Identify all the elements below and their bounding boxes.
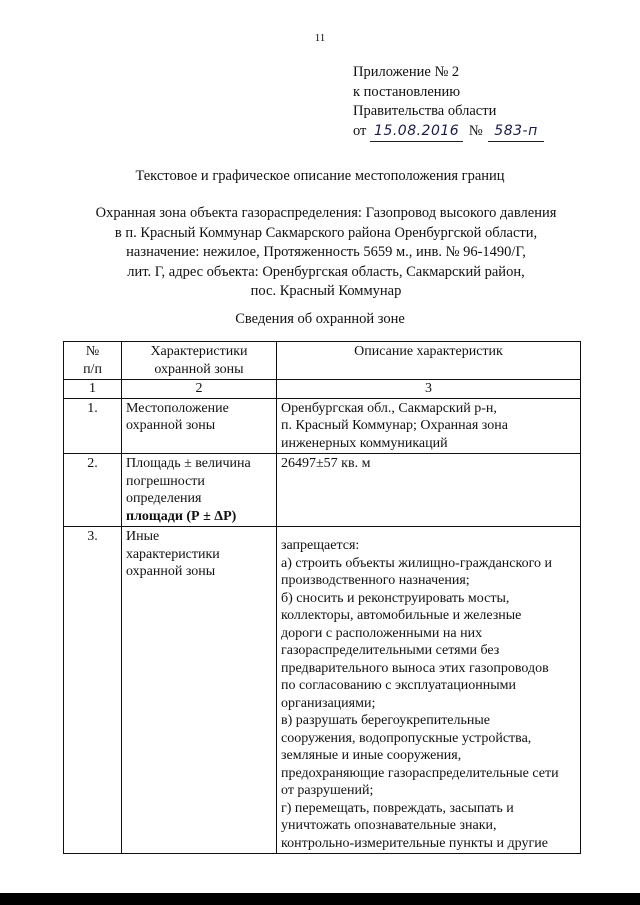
description-line: пос. Красный Коммунар — [250, 283, 402, 299]
handwritten-number: 583-п — [488, 122, 543, 143]
column-number-cell: 3 — [277, 380, 581, 399]
page-number: 11 — [314, 32, 326, 44]
cell-line: характеристики — [126, 546, 220, 562]
cell-line: коллекторы, автомобильные и железные — [281, 608, 522, 623]
appendix-date-line — [353, 122, 544, 143]
document-title: Текстовое и графическое описание местоположения границ — [135, 168, 505, 184]
description-cell — [277, 527, 581, 854]
row-number-cell: 1. — [64, 398, 122, 454]
characteristic-cell — [122, 454, 277, 527]
cell-line: Местоположение — [126, 400, 229, 416]
description-line: в п. Красный Коммунар Сакмарского района Оренбургской области, — [114, 224, 538, 241]
cell-line: а) строить объекты жилищно-гражданского и — [281, 555, 552, 571]
description-line: назначение: нежилое, Протяженность 5659 м., инв. № 96-1490/Г, — [126, 244, 526, 260]
cell-line: инженерных коммуникаций — [281, 435, 448, 451]
header-text: п/п — [83, 361, 102, 377]
row-number-cell: 2. — [64, 454, 122, 527]
object-description — [60, 204, 592, 302]
header-text: Описание характеристик — [354, 344, 503, 359]
header-num-cell — [64, 342, 122, 380]
header-text: охранной зоны — [154, 361, 244, 377]
cell-line: площади (Р ± ΔР) — [126, 508, 237, 524]
description-cell — [277, 398, 581, 454]
section-subtitle: Сведения об охранной зоне — [235, 311, 405, 327]
cell-line: производственного назначения; — [281, 573, 470, 588]
table-header-row — [64, 342, 581, 380]
cell-line: предварительного выноса этих газопроводов — [281, 660, 549, 676]
cell-line: б) сносить и реконструировать мосты, — [281, 590, 510, 606]
cell-line: контрольно-измерительные пункты и другие — [281, 835, 548, 851]
cell-line: погрешности — [126, 473, 205, 489]
header-characteristic-cell — [122, 342, 277, 380]
appendix-block — [353, 63, 544, 142]
date-prefix: от — [353, 122, 367, 139]
cell-line: дороги с расположенными на них — [281, 625, 483, 641]
cell-line: уничтожать опознавательные знаки, — [281, 818, 497, 833]
table-row — [64, 527, 581, 854]
scan-bottom-edge — [0, 893, 640, 905]
cell-line: запрещается: — [281, 538, 360, 553]
cell-line: организациями; — [281, 695, 376, 711]
table-row — [64, 398, 581, 454]
column-number-cell: 2 — [122, 380, 277, 399]
handwritten-date: 15.08.2016 — [370, 122, 463, 143]
cell-line: п. Красный Коммунар; Охранная зона — [281, 418, 508, 433]
cell-line: охранной зоны — [126, 418, 216, 433]
protection-zone-table — [63, 341, 581, 854]
description-cell — [277, 454, 581, 527]
header-description-cell — [277, 342, 581, 380]
table-row — [64, 454, 581, 527]
appendix-line: Приложение № 2 — [353, 64, 460, 80]
cell-line: охранной зоны — [126, 564, 216, 579]
appendix-line: к постановлению — [353, 83, 461, 100]
column-number-cell: 1 — [64, 380, 122, 399]
description-line: Охранная зона объекта газораспределения: Газопровод высокого давления — [95, 205, 557, 221]
cell-line: сооружения, водопропускные устройства, — [281, 730, 532, 746]
header-text: Характеристики — [150, 344, 248, 359]
header-text: № — [85, 344, 100, 359]
cell-line: Площадь ± величина — [126, 456, 251, 471]
cell-line: в) разрушать берегоукрепительные — [281, 713, 491, 728]
cell-line: 26497±57 кв. м — [281, 456, 371, 471]
cell-line: определения — [126, 491, 202, 506]
description-line: лит. Г, адрес объекта: Оренбургская область, Сакмарский район, — [127, 263, 525, 280]
cell-line: газораспределительными сетями без — [281, 643, 500, 658]
cell-line: предохраняющие газораспределительные сети — [281, 765, 559, 781]
cell-line: Оренбургская обл., Сакмарский р-н, — [281, 400, 497, 416]
cell-line: Иные — [126, 529, 160, 544]
cell-line: по согласованию с эксплуатационными — [281, 678, 516, 693]
number-sign: № — [468, 122, 483, 139]
characteristic-cell — [122, 398, 277, 454]
column-number-row — [64, 380, 581, 399]
characteristic-cell — [122, 527, 277, 854]
appendix-line: Правительства области — [353, 103, 497, 119]
cell-line: г) перемещать, повреждать, засыпать и — [281, 800, 514, 816]
cell-line: от разрушений; — [281, 783, 374, 798]
row-number-cell: 3. — [64, 527, 122, 854]
cell-line: земляные и иные сооружения, — [281, 748, 462, 763]
